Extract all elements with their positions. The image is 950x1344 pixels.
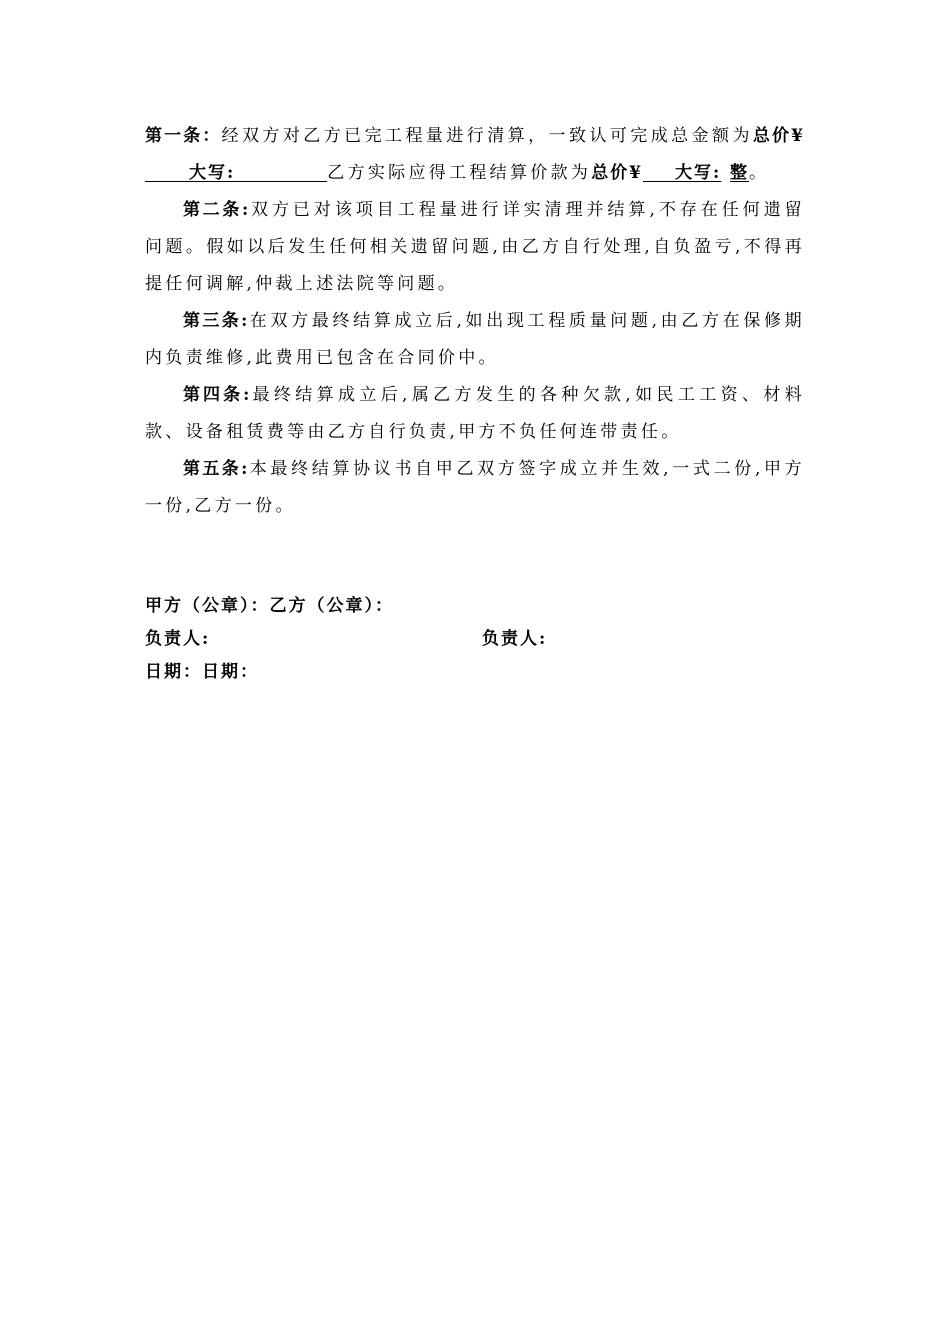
total-price-blank-2 xyxy=(643,163,675,182)
responsible-left-label: 负责人: xyxy=(145,629,211,649)
clause-3-label: 第三条: xyxy=(183,311,250,331)
clause-1-label: 第一条： xyxy=(145,126,222,146)
clause-2-label: 第二条: xyxy=(183,200,251,220)
total-price-blank xyxy=(145,163,189,182)
clause-2 xyxy=(145,192,805,303)
capital-label: 大写: xyxy=(189,163,236,183)
clause-4-label: 第四条: xyxy=(183,385,252,405)
clause-1-end: 。 xyxy=(749,163,770,183)
clause-5 xyxy=(145,451,805,525)
parties-seal-label: 甲方（公章）：乙方（公章）： xyxy=(145,596,394,616)
agreement-body xyxy=(145,118,805,525)
clause-2-text: 双方已对该项目工程量进行详实清理并结算,不存在任何遗留问题。假如以后发生任何相关遗留问题,由乙方自行处理,自负盈亏,不得再提任何调解,仲裁上述法院等问题。 xyxy=(145,200,805,294)
clause-4 xyxy=(145,377,805,451)
total-price-label: 总价¥ xyxy=(752,126,805,146)
clause-1-text-a: 经双方对乙方已完工程量进行清算，一致认可完成总金额为 xyxy=(221,126,753,146)
clause-4-text: 最终结算成立后,属乙方发生的各种欠款,如民工工资、材料款、设备租赁费等由乙方自行负责,甲方不负任何连带责任。 xyxy=(145,385,806,442)
total-price-label-2: 总价¥ xyxy=(591,163,644,183)
capital-label-2: 大写: xyxy=(675,163,722,183)
date-line xyxy=(145,656,805,689)
clause-1 xyxy=(145,118,805,192)
capital-blank xyxy=(235,163,327,182)
clause-1-text-b: 乙方实际应得工程结算价款为 xyxy=(327,163,592,183)
whole-label: 整 xyxy=(730,163,750,183)
responsible-right-label: 负责人: xyxy=(482,629,548,649)
signature-block xyxy=(145,590,805,689)
parties-seal-line xyxy=(145,590,805,623)
clause-5-label: 第五条: xyxy=(183,459,250,479)
responsible-person-line xyxy=(145,623,805,656)
clause-5-text: 本最终结算协议书自甲乙双方签字成立并生效,一式二份,甲方一份,乙方一份。 xyxy=(145,459,805,516)
clause-3 xyxy=(145,303,805,377)
date-label: 日期：日期： xyxy=(145,662,259,682)
clause-3-text: 在双方最终结算成立后,如出现工程质量问题,由乙方在保修期内负责维修,此费用已包含在合同价中。 xyxy=(145,311,805,368)
